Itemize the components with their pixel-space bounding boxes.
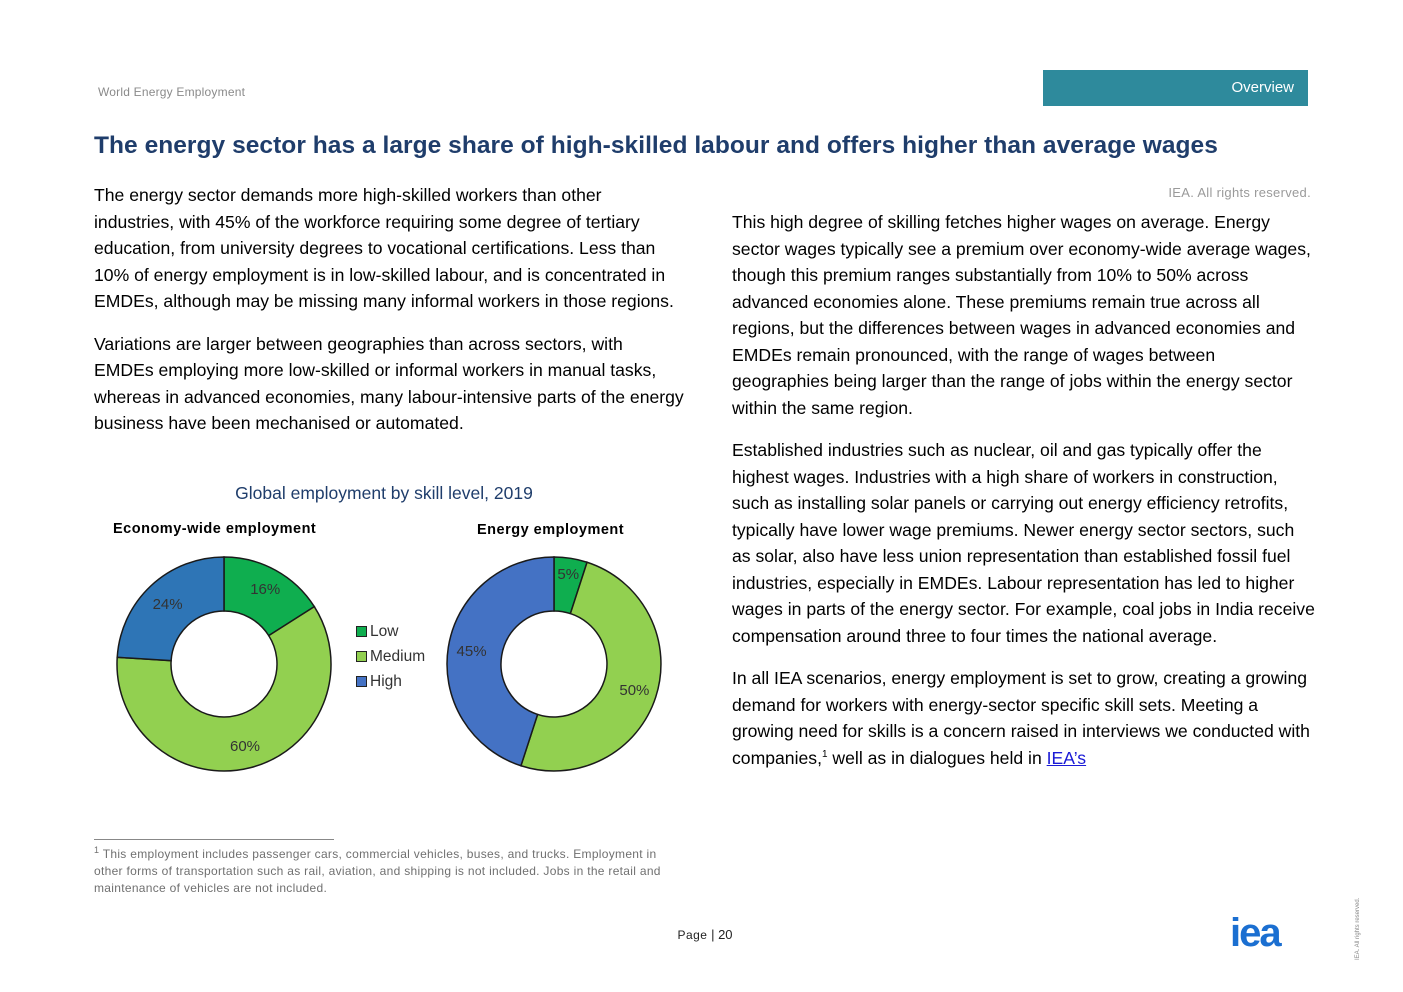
footnote-number: 1 bbox=[94, 845, 100, 855]
donut-data-label: 16% bbox=[250, 580, 281, 598]
page-number-value: 20 bbox=[718, 927, 733, 942]
donut-data-label: 60% bbox=[230, 737, 261, 755]
section-tab[interactable]: Overview bbox=[1043, 70, 1308, 106]
pie-title-economy: Economy-wide employment bbox=[113, 521, 317, 537]
donut-energy bbox=[447, 557, 661, 771]
legend-item-low bbox=[356, 619, 425, 644]
donut-data-label: 45% bbox=[456, 642, 487, 660]
paragraph-text: well as in dialogues held in bbox=[827, 747, 1047, 768]
legend-item-high bbox=[356, 669, 425, 694]
report-name: World Energy Employment bbox=[98, 85, 246, 99]
vertical-rights-notice: IEA. All rights reserved. bbox=[1355, 897, 1361, 960]
donut-data-label: 5% bbox=[557, 566, 580, 584]
paragraph bbox=[732, 665, 1316, 771]
right-column bbox=[732, 209, 1316, 787]
footnote-divider bbox=[94, 839, 334, 840]
legend-swatch-high bbox=[356, 676, 367, 687]
legend-label: High bbox=[370, 672, 402, 690]
legend-item-medium bbox=[356, 644, 425, 669]
legend-swatch-low bbox=[356, 626, 367, 637]
donut-data-label: 24% bbox=[152, 595, 183, 613]
chart-legend bbox=[356, 619, 425, 694]
page-label: Page bbox=[677, 928, 708, 942]
iea-link[interactable]: IEA’s bbox=[1046, 747, 1087, 768]
legend-label: Medium bbox=[370, 647, 426, 665]
legend-swatch-medium bbox=[356, 651, 367, 662]
rights-notice: IEA. All rights reserved. bbox=[1168, 185, 1311, 200]
donut-data-label: 50% bbox=[619, 682, 650, 700]
left-column bbox=[94, 182, 684, 453]
footnote-text: This employment includes passenger cars, commercial vehicles, buses, and trucks. Employment in other forms of transportation such as rail, aviation, and shipping is not included. Jobs in the retail and maintenance of vehicles are not included. bbox=[94, 847, 661, 895]
page-number: Page | 20 bbox=[677, 927, 733, 942]
pie-title-energy: Energy employment bbox=[477, 522, 625, 538]
legend-label: Low bbox=[370, 622, 399, 640]
page-title: The energy sector has a large share of high-skilled labour and offers higher than average wages bbox=[94, 132, 1218, 159]
chart-title: Global employment by skill level, 2019 bbox=[235, 483, 533, 503]
iea-logo-text: iea bbox=[1230, 913, 1280, 953]
paragraph: Established industries such as nuclear, oil and gas typically offer the highest wages. Industries with a high share of workers in construction, such as installing solar panels or carrying out energy efficiency retrofits, typically have lower wage premiums. Newer energy sector sectors, such as solar, also have less union representation than established fossil fuel industries, especially in EMDEs. Labour representation has led to higher wages in parts of the energy sector. For example, coal jobs in India receive compensation around three to four times the national average. bbox=[732, 440, 1315, 646]
paragraph: Variations are larger between geographies than across sectors, with EMDEs employing more low-skilled or informal workers in manual tasks, whereas in advanced economies, many labour-intensive parts of the energy business have been mechanised or automated. bbox=[94, 333, 684, 433]
paragraph-text: In all IEA scenarios, energy employment is set to grow, creating a growing demand for workers with energy-sector specific skill sets. Meeting a growing need for skills is a concern raised in interviews we conducted with companies, bbox=[732, 668, 1310, 768]
footnote-ref[interactable]: 1 bbox=[821, 748, 828, 760]
iea-logo[interactable] bbox=[1230, 913, 1310, 953]
paragraph: The energy sector demands more high-skilled workers than other industries, with 45% of the workforce requiring some degree of tertiary education, from university degrees to vocational certifications. Less than 10% of energy employment is in low-skilled labour, and is concentrated in EMDEs, although may be missing many informal workers in those regions. bbox=[94, 185, 674, 311]
footnote bbox=[94, 846, 679, 897]
donut-economy bbox=[117, 557, 331, 771]
paragraph: This high degree of skilling fetches higher wages on average. Energy sector wages typically see a premium over economy-wide average wages, though this premium ranges substantially from 10% to 50% across advanced economies alone. These premiums remain true across all regions, but the differences between wages in advanced economies and EMDEs remain pronounced, with the range of wages between geographies being larger than the range of jobs within the energy sector within the same region. bbox=[732, 212, 1311, 418]
